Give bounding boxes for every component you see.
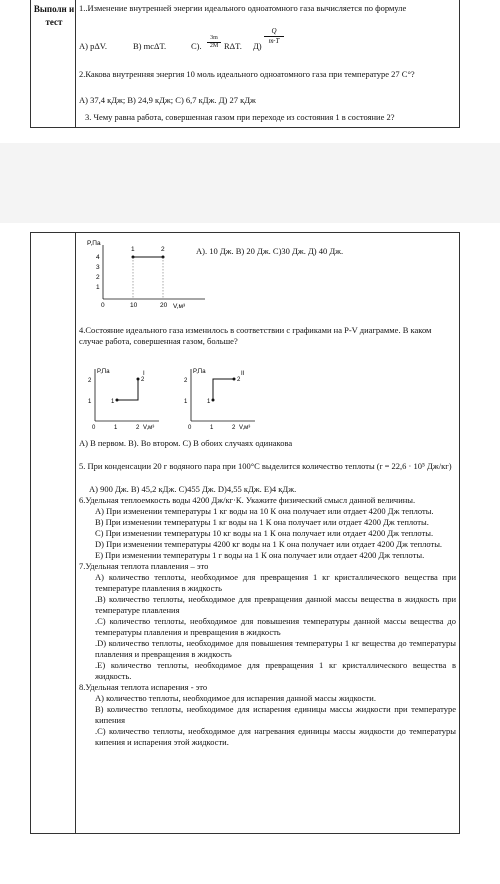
- graph2-roman: I: [143, 371, 145, 377]
- graph1-xlabel: V,м³: [173, 303, 186, 310]
- column-divider: [75, 233, 76, 833]
- q1-answer-d: Д): [253, 41, 262, 51]
- graph3-xtick: 0: [188, 425, 192, 431]
- q1-c-numerator: 3m: [210, 35, 218, 41]
- q1-d-numerator: Q: [271, 27, 277, 35]
- graph1-ytick: 3: [96, 264, 100, 271]
- graph3-ytick: 2: [184, 378, 188, 384]
- question-5: 5. При конденсации 20 г водяного пара при 100°С выделится количество теплоты (r = 22,6 · 10⁵ Дж/кг): [79, 461, 452, 471]
- q5-answers: А) 900 Дж. В) 45,2 кДж. С)455 Дж. D)4,55 кДж. Е)4 кДж.: [89, 484, 297, 494]
- q8-option: .С) количество теплоты, необходимое для нагревания единицы массы жидкости до температуры кипения и испарения этой жидкости.: [95, 726, 456, 747]
- graph2-xtick: 2: [136, 425, 140, 431]
- q2-answers: А) 37,4 кДж; В) 24,9 кДж; С) 6,7 кДж. Д) 27 кДж: [79, 95, 256, 105]
- graph3-ylabel: P,Па: [193, 369, 206, 375]
- graph2-p1: 1: [111, 399, 115, 405]
- q1-answer-a: А) pΔV.: [79, 41, 107, 51]
- graph1-ytick: 1: [96, 284, 100, 291]
- graph3-p1: 1: [207, 399, 211, 405]
- graph3-xlabel: V,м³: [239, 425, 251, 431]
- graph2-ylabel: P,Па: [97, 369, 110, 375]
- q6-option: D) При изменении температуры 4200 кг воды на 1 К она получает или отдает 4200 Дж теплоты.: [95, 539, 443, 549]
- graph-q4-i: [83, 365, 165, 431]
- page-gap: [0, 143, 500, 223]
- question-4: 4.Состояние идеального газа изменилось в соответствии с графиками на P-V диаграмме. В каком случае работа, совершенная газом, больше?: [79, 325, 432, 346]
- graph1-xtick: 10: [130, 302, 138, 309]
- q7-stem: 7.Удельная теплота плавления – это: [79, 561, 209, 571]
- graph2-ytick: 2: [88, 378, 92, 384]
- q4-answers: А) В первом. В). Во втором. С) В обоих случаях одинакова: [79, 438, 293, 448]
- column-divider: [75, 0, 76, 127]
- graph3-xtick: 1: [210, 425, 214, 431]
- graph1-xtick: 20: [160, 302, 168, 309]
- graph3-ytick: 1: [184, 399, 188, 405]
- q6-option: В) При изменении температуры 1 кг воды на 1 К она получает или отдает 4200 Дж теплоты.: [95, 517, 429, 527]
- row-label: Выполн и тест: [33, 4, 75, 27]
- graph1-ylabel: P,Па: [87, 240, 101, 247]
- graph3-p2: 2: [237, 377, 241, 383]
- graph2-p2: 2: [141, 377, 145, 383]
- q7-option: .С) количество теплоты, необходимое для повышения температуры данной массы вещества до температуры плавления и превращения в жидкость: [95, 616, 456, 637]
- graph1-point1-label: 1: [131, 246, 135, 253]
- q1-d-fraction: [264, 27, 284, 46]
- q3-answers: А). 10 Дж. В) 20 Дж. С)30 Дж. Д) 40 Дж.: [196, 246, 344, 256]
- q6-option: С) При изменении температуры 10 кг воды на 1 К она получает или отдает 4200 Дж теплоты.: [95, 528, 434, 538]
- question-1: 1..Изменение внутренней энергии идеального одноатомного газа вычисляется по формуле: [79, 3, 407, 13]
- top-table: [30, 0, 460, 128]
- question-3: 3. Чему равна работа, совершенная газом при переходе из состояния 1 в состояние 2?: [85, 112, 395, 122]
- q1-c-tail: RΔT.: [224, 41, 242, 51]
- question-2: 2.Какова внутренняя энергия 10 моль идеального одноатомного газа при температуре 27 С°?: [79, 69, 415, 79]
- q1-answer-c: С).: [191, 41, 202, 51]
- q6-option: А) При изменении температуры 1 кг воды на 10 К она получает или отдает 4200 Дж теплоты.: [95, 506, 434, 516]
- q7-option: .В) количество теплоты, необходимое для превращения данной массы вещества в жидкость при температуре плавления: [95, 594, 456, 615]
- q6-stem: 6.Удельная теплоемкость воды 4200 Дж/кг·К. Укажите физический смысл данной величины.: [79, 495, 416, 505]
- question-6: [79, 495, 456, 748]
- graph2-xlabel: V,м³: [143, 425, 155, 431]
- q6-option: Е) При изменении температуры 1 г воды на 1 К она получает или отдает 4200 Дж теплоты.: [95, 550, 425, 560]
- bottom-table: [30, 232, 460, 834]
- graph2-ytick: 1: [88, 399, 92, 405]
- graph1-point2-label: 2: [161, 246, 165, 253]
- q7-option: А) количество теплоты, необходимое для превращения 1 кг кристаллического вещества при температуре плавления в жидкость: [95, 572, 456, 593]
- q1-answer-b: В) mcΔT.: [133, 41, 167, 51]
- q1-c-denominator: 2M: [207, 42, 221, 50]
- graph3-roman: II: [241, 371, 245, 377]
- q8-option: А) количество теплоты, необходимое для испарения данной массы жидкости.: [95, 693, 376, 703]
- q8-stem: 8.Удельная теплота испарения - это: [79, 682, 208, 692]
- graph3-xtick: 2: [232, 425, 236, 431]
- q1-d-denominator: m·T: [264, 36, 284, 46]
- graph1-ytick: 4: [96, 254, 100, 261]
- q1-c-fraction: [207, 35, 221, 50]
- graph-q4-ii: [179, 365, 261, 431]
- q7-option: .Е) количество теплоты, необходимое для превращения 1 кг кристаллического вещества в жидкость.: [95, 660, 456, 681]
- q7-option: .D) количество теплоты, необходимое для повышения температуры 1 кг вещества до температуры плавления и превращения в жидкость: [95, 638, 456, 659]
- graph1-xtick: 0: [101, 302, 105, 309]
- graph2-xtick: 0: [92, 425, 96, 431]
- graph2-xtick: 1: [114, 425, 118, 431]
- q8-option: В) количество теплоты, необходимое для испарения единицы массы жидкости при температуре кипения: [95, 704, 456, 725]
- graph1-ytick: 2: [96, 274, 100, 281]
